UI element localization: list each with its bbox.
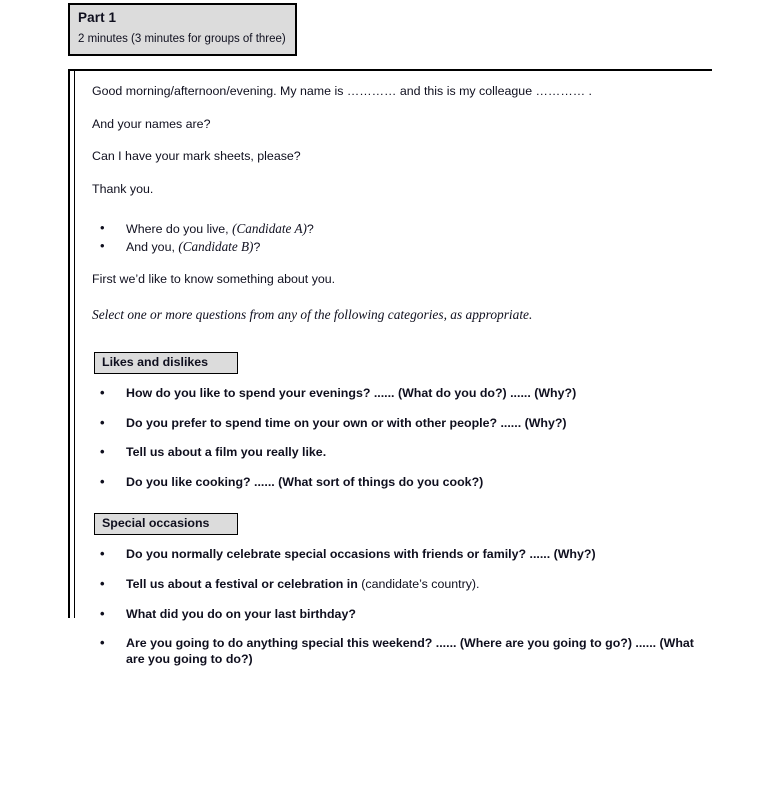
category-2-wrap bbox=[92, 491, 712, 547]
intro-bullet-1-before: And you, bbox=[126, 239, 179, 254]
marksheets-line: Can I have your mark sheets, please? bbox=[92, 149, 301, 163]
intro-bullet-0-after: ? bbox=[306, 222, 314, 236]
category-1-question-list bbox=[92, 386, 712, 492]
greeting-dots-1: ………… bbox=[346, 84, 397, 98]
intro-bullet-1-candidate: (Candidate B) bbox=[178, 238, 254, 254]
greeting-middle: and this is my colleague bbox=[396, 84, 536, 98]
category-2-question-list bbox=[92, 547, 712, 668]
intro-bullet-0-before: Where do you live, bbox=[126, 222, 233, 236]
list-item bbox=[92, 577, 712, 593]
thanks-line: Thank you. bbox=[92, 181, 154, 196]
greeting-dots-2: ………… bbox=[535, 84, 586, 98]
category-1-wrap bbox=[92, 352, 712, 386]
part-title: Part 1 bbox=[78, 10, 117, 25]
names-line: And your names are? bbox=[92, 116, 211, 131]
greeting-line bbox=[92, 84, 712, 100]
part-timing: 2 minutes (3 minutes for groups of three) bbox=[78, 32, 286, 45]
q-bold: Do you prefer to spend time on your own or with other people? ...... (Why?) bbox=[126, 415, 567, 430]
q-bold: Tell us about a festival or celebration in bbox=[126, 576, 362, 591]
frame-top-rule bbox=[68, 69, 712, 71]
select-questions-note: Select one or more questions from any of the following categories, as appropriate. bbox=[92, 307, 533, 323]
document-content bbox=[92, 84, 712, 668]
intro-bullet-list bbox=[92, 221, 712, 256]
first-know-line: First we’d like to know something about you. bbox=[92, 271, 336, 286]
greeting-suffix: . bbox=[585, 84, 592, 98]
q-bold: How do you like to spend your evenings? ...... (What do you do?) ...... (Why?) bbox=[126, 385, 577, 400]
greeting-prefix: Good morning/afternoon/evening. My name is bbox=[92, 84, 347, 98]
list-item bbox=[92, 636, 712, 668]
q-bold: Do you normally celebrate special occasions with friends or family? ...... (Why?) bbox=[126, 546, 596, 561]
intro-bullet-1-after: ? bbox=[253, 239, 261, 254]
list-item bbox=[92, 607, 712, 623]
list-item bbox=[92, 475, 712, 491]
q-bold: What did you do on your last birthday? bbox=[126, 606, 356, 621]
list-item bbox=[92, 239, 712, 256]
category-label-likes-and-dislikes: Likes and dislikes bbox=[94, 352, 238, 374]
category-label-special-occasions: Special occasions bbox=[94, 513, 238, 535]
intro-bullet-0-candidate: (Candidate A) bbox=[232, 221, 307, 236]
q-regular: (candidate’s country). bbox=[361, 576, 480, 591]
list-item bbox=[92, 547, 712, 563]
list-item bbox=[92, 221, 712, 238]
list-item bbox=[92, 386, 712, 402]
list-item bbox=[92, 445, 712, 461]
frame-left-rule-outer bbox=[68, 69, 70, 618]
q-bold: Do you like cooking? ...... (What sort of things do you cook?) bbox=[126, 475, 484, 490]
part-header-box bbox=[68, 3, 297, 56]
q-bold: Tell us about a film you really like. bbox=[126, 445, 327, 460]
frame-left-rule-inner bbox=[74, 69, 75, 618]
list-item bbox=[92, 416, 712, 432]
q-bold: Are you going to do anything special this weekend? ...... (Where are you going to go?) ...... (What are you going to do?) bbox=[126, 636, 694, 667]
